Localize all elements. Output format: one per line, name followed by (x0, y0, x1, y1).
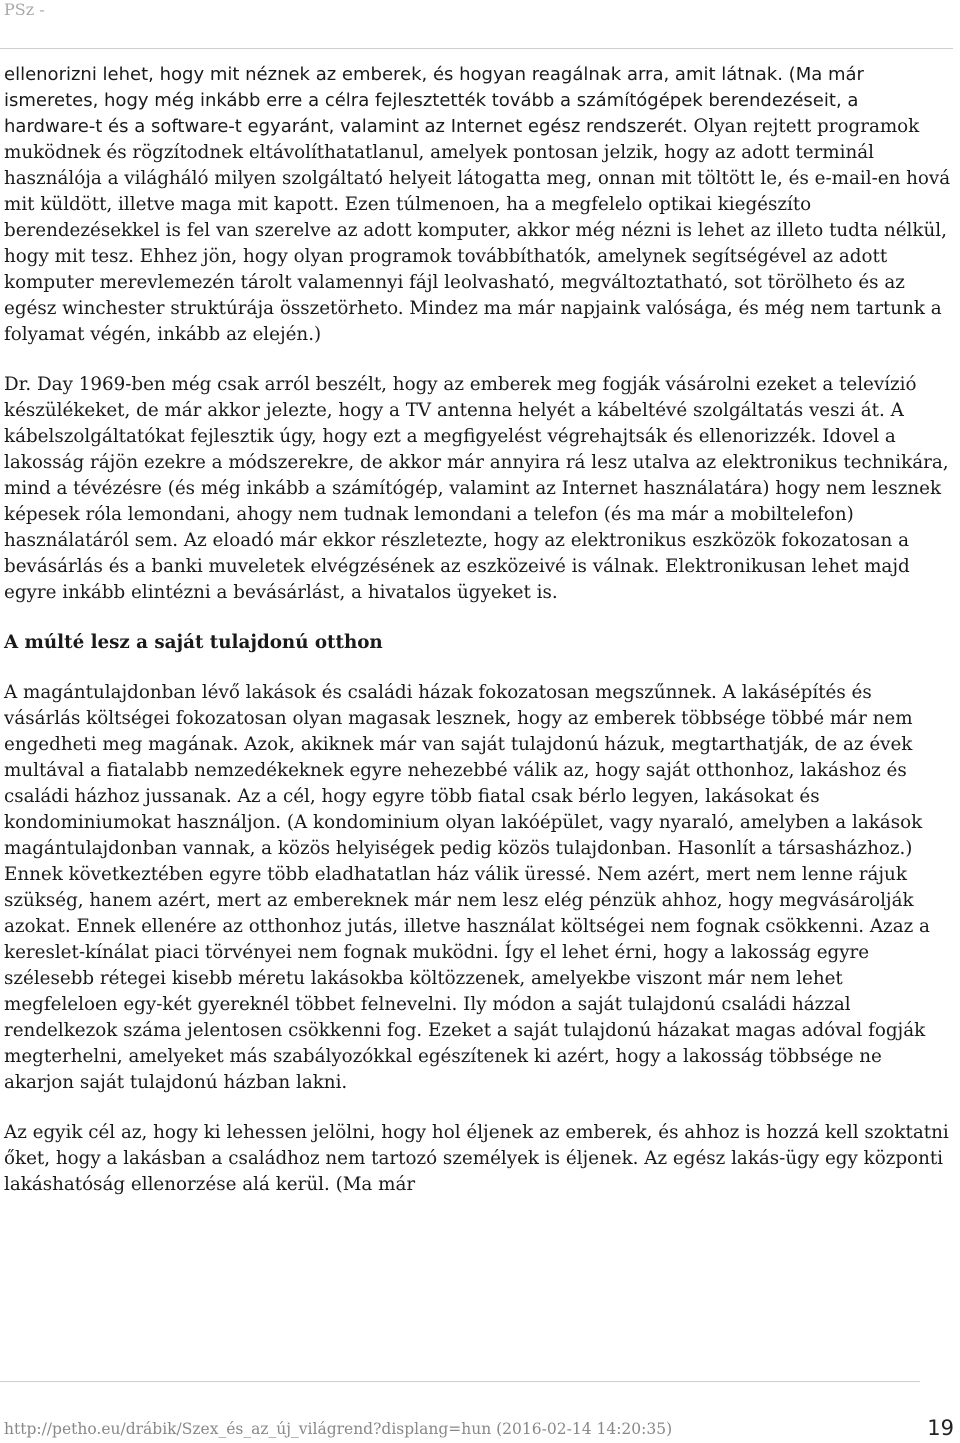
paragraph-3: A magántulajdonban lévő lakások és családi házak fokozatosan megszűnnek. A lakásépítés és vásárlás költségei fokozatosan olyan magasak lesznek, hogy az emberek többsége többé már nem engedheti meg magának. Azok, akiknek már van saját tulajdonú házuk, megtarthatják, de az évek multával a fiatalabb nemzedékeknek egyre nehezebbé válik az, hogy saját otthonhoz, lakáshoz és családi házhoz jussanak. Az a cél, hogy egyre több fiatal csak bérlo legyen, lakásokat és kondominiumokat használjon. (A kondominium olyan lakóépület, vagy nyaraló, amelyben a lakások magántulajdonban vannak, a közös helyiségek pedig közös tulajdonban. Hasonlít a társasházhoz.) Ennek következtében egyre több eladhatatlan ház válik üressé. Nem azért, mert nem lenne rájuk szükség, hanem azért, mert az embereknek már nem lesz elég pénzük ahhoz, hogy megvásárolják azokat. Ennek ellenére az otthonhoz jutás, illetve használat költségei nem fognak csökkenni. Azaz a kereslet-kínálat piaci törvényei nem fognak muködni. Így el lehet érni, hogy a lakosság egyre szélesebb rétegei kisebb méretu lakásokba költözzenek, amelyekbe viszont már nem lehet megfeleloen egy-két gyereknél többet felnevelni. Ily módon a saját tulajdonú családi házzal rendelkezok száma jelentosen csökkenni fog. Ezeket a saját tulajdonú házakat magas adóval fogják megterhelni, amelyeket más szabályozókkal egészítenek ki azért, hogy a lakosság többsége ne akarjon saját tulajdonú házban lakni. (4, 682, 930, 1093)
paragraph-1-part-2: Olyan rejtett programok muködnek és rögzítodnek eltávolíthatatlanul, amelyek pontosan jelzik, hogy az adott terminál használója a világháló milyen szolgáltató helyeit látogatta meg, onnan mit töltött le, és e-mail-en hová mit küldött, illetve maga mit kapott. Ezen túlmenoen, ha a megfelelo optikai kiegészíto berendezésekkel is fel van szerelve az adott komputer, akkor még nézni is lehet az illeto tudta nélkül, hogy mit tesz. Ehhez jön, hogy olyan programok továbbíthatók, amelynek segítségével az adott komputer merevlemezén tárolt valamennyi fájl leolvasható, megváltoztatható, sot törölheto és az egész winchester struktúrája összetörheto. Mindez ma már napjaink valósága, és még nem tartunk a folyamat végén, inkább az elején.) (4, 116, 951, 345)
footer-divider (0, 1381, 920, 1382)
paragraph-4: Az egyik cél az, hogy ki lehessen jelölni, hogy hol éljenek az emberek, és ahhoz is hozzá kell szoktatni őket, hogy a lakásban a családhoz nem tartozó személyek is éljenek. Az egész lakás-ügy egy központi lakáshatóság ellenorzése alá kerül. (Ma már (4, 1122, 949, 1195)
section-heading: A múlté lesz a saját tulajdonú otthon (4, 632, 383, 653)
page-number: 19 (927, 1416, 954, 1440)
footer-source-url: http://petho.eu/drábik/Szex_és_az_új_világrend?displang=hun (2016-02-14 14:20:35) (4, 1420, 673, 1438)
paragraph-1-part-1: ellenorizni lehet, hogy mit néznek az emberek, és hogyan reagálnak arra, amit látnak. (Ma már ismeretes, hogy még inkább erre a célra fejlesztették tovább a számítógépek berendezéseit, a hardware-t és a software-t egyaránt, valamint az Internet egész rendszerét. (4, 64, 864, 137)
page-header-title: PSz - (4, 0, 45, 19)
header-divider (0, 48, 953, 49)
article-body (4, 62, 952, 1222)
paragraph-1 (4, 62, 952, 348)
paragraph-2: Dr. Day 1969-ben még csak arról beszélt, hogy az emberek meg fogják vásárolni ezeket a televízió készülékeket, de már akkor jelezte, hogy a TV antenna helyét a kábeltévé szolgáltatás veszi át. A kábelszolgáltatókat fejlesztik úgy, hogy ezt a megfigyelést végrehajtsák és ellenorizzék. Idovel a lakosság rájön ezekre a módszerekre, de akkor már annyira rá lesz utalva az elektronikus technikára, mind a tévézésre (és még inkább a számítógép, valamint az Internet használatára) hogy nem lesznek képesek róla lemondani, ahogy nem tudnak lemondani a telefon (és ma már a mobiltelefon) használatáról sem. Az eloadó már ekkor részletezte, hogy az elektronikus eszközök fokozatosan a bevásárlás és a banki muveletek elvégzésének az eszközeivé is válnak. Elektronikusan lehet majd egyre inkább elintézni a bevásárlást, a hivatalos ügyeket is. (4, 374, 949, 603)
